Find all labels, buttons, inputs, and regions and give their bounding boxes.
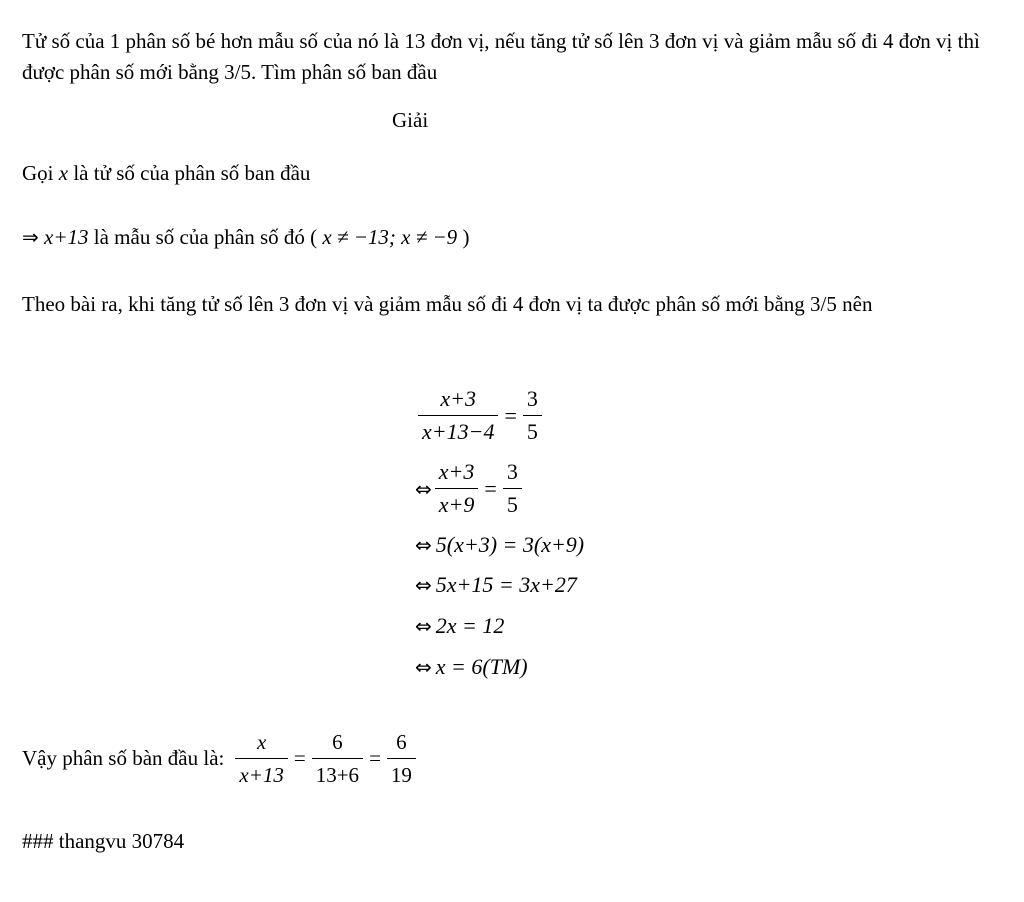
- denominator: x+13: [235, 758, 288, 789]
- conclusion: [22, 728, 419, 789]
- equals-sign: =: [484, 475, 497, 501]
- numerator: 6: [332, 730, 343, 754]
- let-statement: [22, 158, 310, 189]
- author-signature: ### thangvu 30784: [22, 829, 185, 853]
- implies-statement: [22, 222, 469, 253]
- denominator: 13+6: [312, 758, 363, 789]
- equivalence-arrow-icon: ⇔: [415, 533, 432, 557]
- equation-text: 2x = 12: [435, 613, 505, 638]
- equation-text: 5(x+3) = 3(x+9): [435, 532, 585, 557]
- equation-text: 5x+15 = 3x+27: [435, 572, 577, 597]
- denominator: x+13−4: [418, 415, 498, 446]
- fraction: [418, 385, 498, 446]
- equation-step-6: [415, 654, 528, 680]
- reasoning-text: Theo bài ra, khi tăng tử số lên 3 đơn vị và giảm mẫu số đi 4 đơn vị ta được phân số mới bằng 3/5 nên: [22, 292, 873, 316]
- equals-sign: =: [293, 746, 306, 770]
- fraction: [435, 458, 479, 519]
- implies-arrow-icon: ⇒: [22, 225, 39, 249]
- equivalence-arrow-icon: ⇔: [415, 614, 432, 638]
- equivalence-arrow-icon: ⇔: [415, 573, 432, 597]
- denominator: 5: [503, 488, 522, 519]
- fraction: [387, 728, 416, 789]
- denominator: 19: [387, 758, 416, 789]
- let-variable: x: [58, 161, 69, 185]
- fraction: [312, 728, 363, 789]
- equals-sign: =: [369, 746, 381, 770]
- numerator: x+3: [438, 459, 475, 484]
- condition-1: x ≠ −13;: [322, 225, 396, 249]
- numerator: 3: [506, 459, 518, 484]
- implies-text: là mẫu số của phân số đó (: [93, 225, 318, 249]
- fraction: [503, 458, 522, 519]
- equivalence-arrow-icon: ⇔: [415, 476, 432, 501]
- solution-title: Giải: [392, 108, 429, 132]
- numerator: x+3: [440, 386, 477, 411]
- conclusion-label: Vậy phân số bàn đầu là:: [22, 746, 225, 770]
- implies-close: ): [462, 225, 470, 249]
- fraction: [523, 385, 542, 446]
- equation-step-3: [415, 532, 584, 558]
- numerator: 3: [526, 386, 538, 411]
- problem-statement: Tử số của 1 phân số bé hơn mẫu số của nó là 13 đơn vị, nếu tăng tử số lên 3 đơn vị và giảm mẫu số đi 4 đơn vị thì được phân số mới bằng 3/5. Tìm phân số ban đầu: [22, 29, 980, 84]
- let-after: là tử số của phân số ban đầu: [73, 161, 311, 185]
- equation-text: x = 6(TM): [435, 654, 528, 679]
- let-before: Gọi: [22, 161, 54, 185]
- equivalence-arrow-icon: ⇔: [415, 655, 432, 679]
- equation-step-5: [415, 613, 504, 639]
- equals-sign: =: [504, 402, 517, 428]
- equation-step-4: [415, 572, 577, 598]
- denominator-expression: x+13: [44, 225, 89, 249]
- denominator: x+9: [435, 488, 479, 519]
- fraction: [235, 728, 288, 789]
- numerator: 6: [396, 730, 407, 754]
- equation-step-2: [415, 458, 525, 519]
- condition-2: x ≠ −9: [401, 225, 458, 249]
- equation-step-1: [415, 385, 545, 446]
- denominator: 5: [523, 415, 542, 446]
- numerator: x: [256, 730, 267, 754]
